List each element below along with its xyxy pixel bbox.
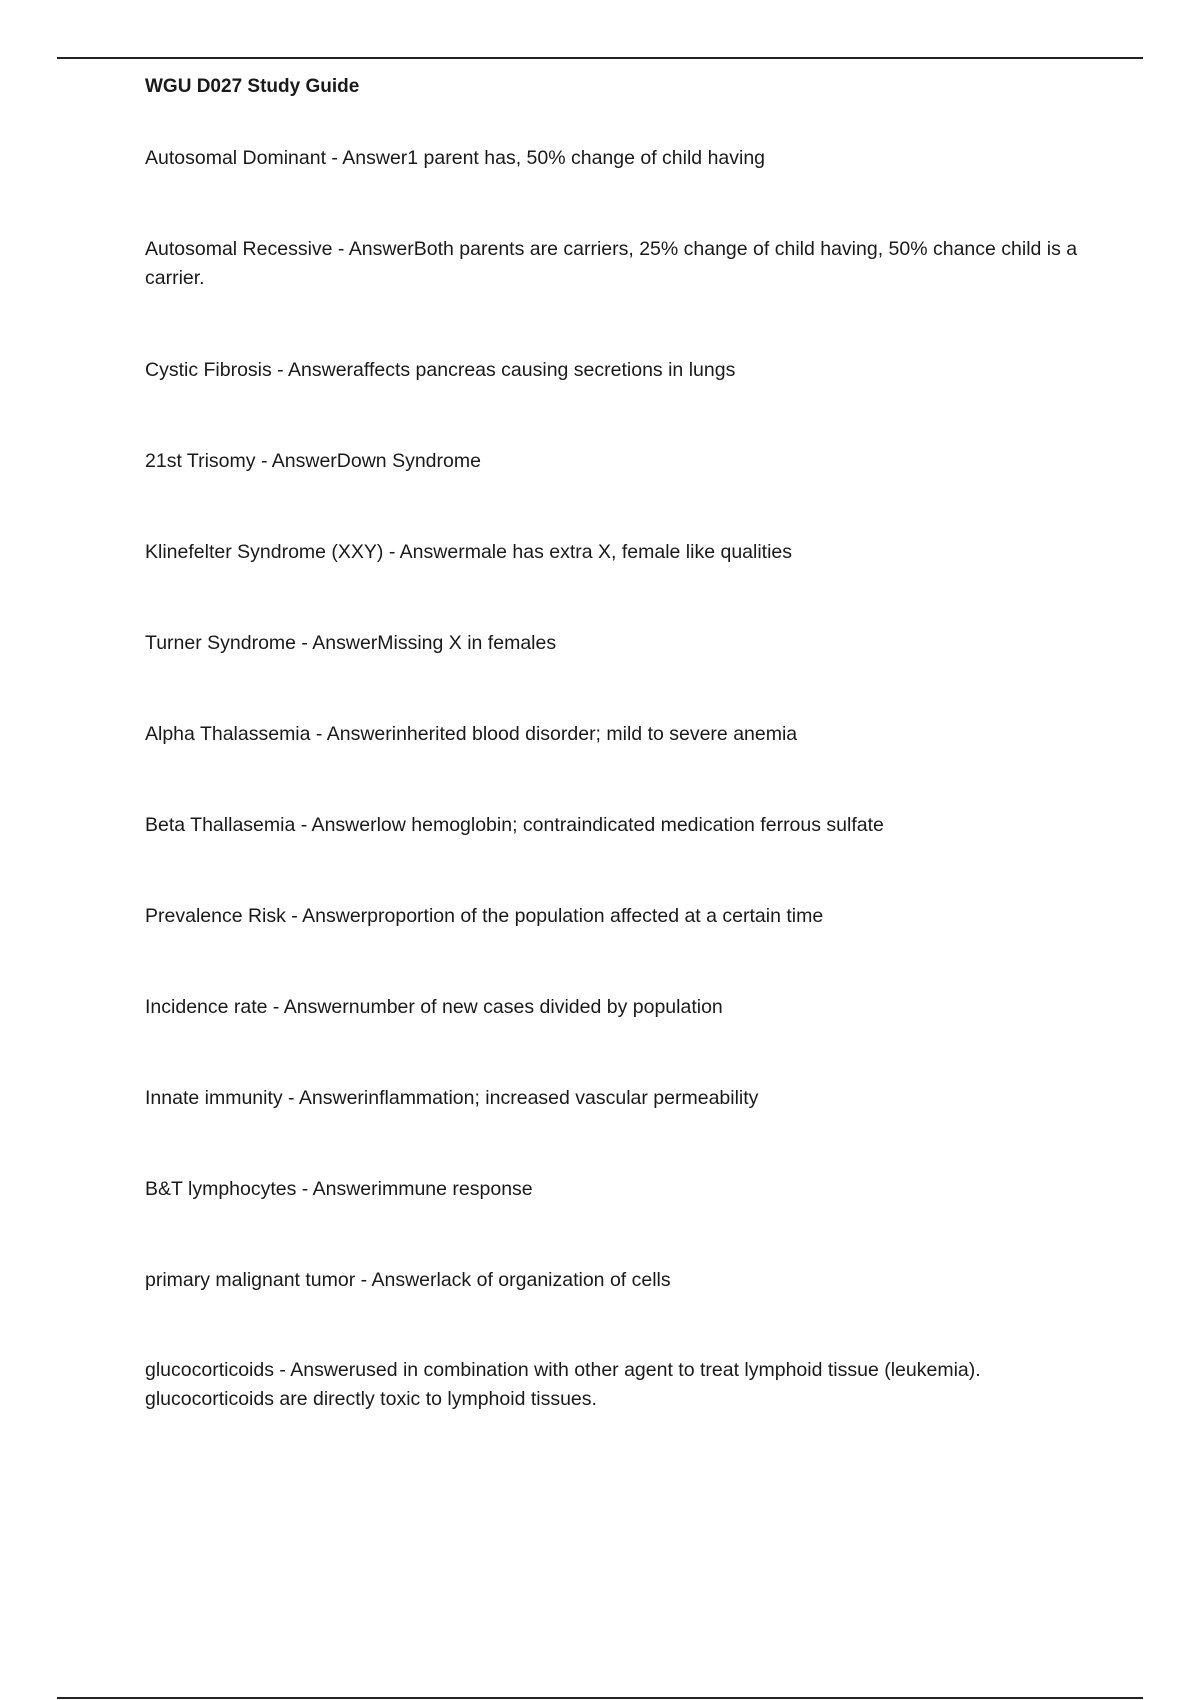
document-title: WGU D027 Study Guide (145, 76, 360, 97)
bottom-rule (57, 1697, 1143, 1699)
entry-beta-thalassemia: Beta Thallasemia - Answerlow hemoglobin; contraindicated medication ferrous sulfate (145, 814, 884, 836)
entry-autosomal-dominant: Autosomal Dominant - Answer1 parent has, 50% change of child having (145, 147, 766, 169)
entry-prevalence-risk: Prevalence Risk - Answerproportion of the population affected at a certain time (145, 905, 824, 927)
entry-cystic-fibrosis: Cystic Fibrosis - Answeraffects pancreas causing secretions in lungs (145, 359, 736, 381)
entry-incidence-rate: Incidence rate - Answernumber of new cases divided by population (145, 996, 723, 1018)
entry-turner-syndrome: Turner Syndrome - AnswerMissing X in females (145, 632, 557, 654)
entry-primary-malignant-tumor: primary malignant tumor - Answerlack of organization of cells (145, 1269, 671, 1291)
entry-innate-immunity: Innate immunity - Answerinflammation; increased vascular permeability (145, 1087, 759, 1109)
entry-bt-lymphocytes: B&T lymphocytes - Answerimmune response (145, 1178, 533, 1200)
entry-autosomal-recessive: Autosomal Recessive - AnswerBoth parents are carriers, 25% change of child having, 50% chance child is a carrier. (145, 238, 1078, 289)
entry-klinefelter-syndrome: Klinefelter Syndrome (XXY) - Answermale has extra X, female like qualities (145, 541, 793, 563)
entry-21st-trisomy: 21st Trisomy - AnswerDown Syndrome (145, 450, 481, 472)
top-rule (57, 57, 1143, 59)
entry-alpha-thalassemia: Alpha Thalassemia - Answerinherited blood disorder; mild to severe anemia (145, 723, 798, 745)
entry-glucocorticoids: glucocorticoids - Answerused in combination with other agent to treat lymphoid tissue (leukemia). glucocorticoids are directly toxic to lymphoid tissues. (145, 1359, 981, 1410)
